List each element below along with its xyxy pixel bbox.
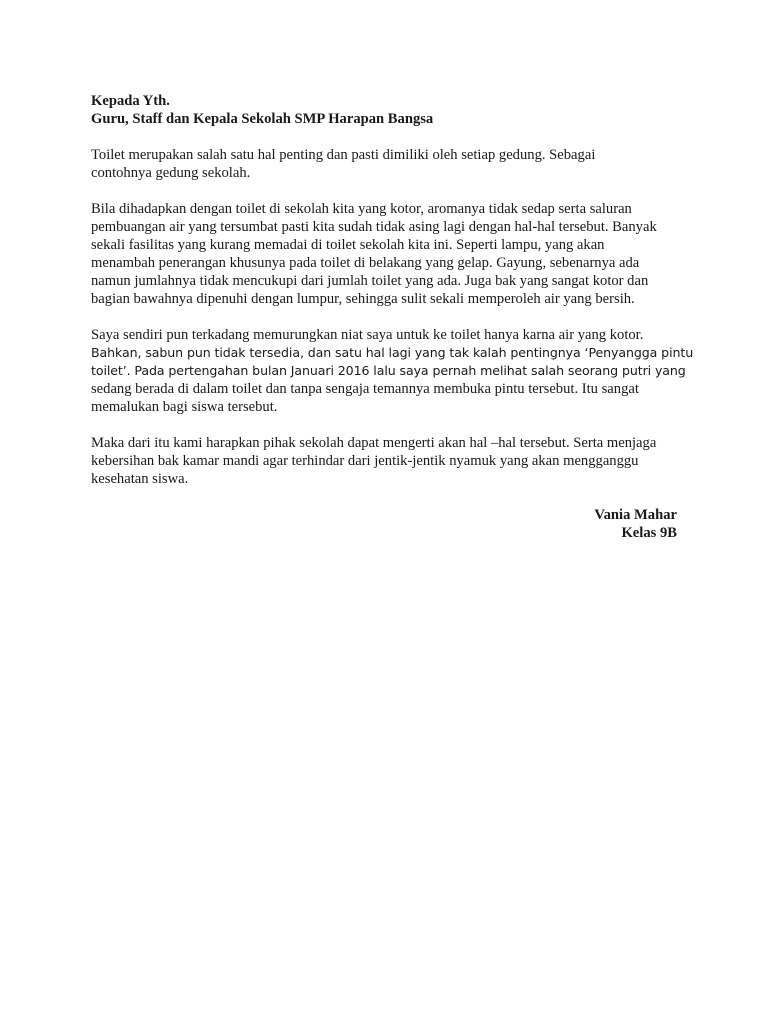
paragraph-line: toilet’. Pada pertengahan bulan Januari 2016 lalu saya pernah melihat salah seorang putri yang: [91, 363, 686, 378]
paragraph-closing: [91, 434, 681, 488]
addressee-salutation: Kepada Yth.: [91, 93, 170, 109]
paragraph-line: Toilet merupakan salah satu hal penting dan pasti dimiliki oleh setiap gedung. Sebagai: [91, 147, 596, 163]
paragraph-line: memalukan bagi siswa tersebut.: [91, 399, 278, 415]
paragraph-line: kesehatan siswa.: [91, 471, 189, 487]
paragraph-line: contohnya gedung sekolah.: [91, 165, 251, 181]
paragraph-conditions: [91, 200, 681, 308]
paragraph-line: namun jumlahnya tidak mencukupi dari jumlah toilet yang ada. Juga bak yang sangat kotor dan: [91, 273, 649, 289]
paragraph-line: sekali fasilitas yang kurang memadai di toilet sekolah kita ini. Seperti lampu, yang akan: [91, 237, 605, 253]
addressee-recipients: Guru, Staff dan Kepala Sekolah SMP Harapan Bangsa: [91, 111, 434, 127]
paragraph-line: Bila dihadapkan dengan toilet di sekolah kita yang kotor, aromanya tidak sedap serta saluran: [91, 201, 632, 217]
letter-page: [91, 92, 694, 542]
signature-name: Vania Mahar: [594, 507, 677, 523]
paragraph-line: Bahkan, sabun pun tidak tersedia, dan satu hal lagi yang tak kalah pentingnya ‘Penyangga pintu: [91, 345, 694, 360]
paragraph-intro: [91, 146, 681, 182]
addressee-block: [91, 92, 681, 128]
paragraph-line: kebersihan bak kamar mandi agar terhindar dari jentik-jentik nyamuk yang akan mengganggu: [91, 453, 639, 469]
paragraph-line: sedang berada di dalam toilet dan tanpa sengaja temannya membuka pintu tersebut. Itu sangat: [91, 381, 639, 397]
signature-block: [91, 506, 681, 542]
paragraph-line: Saya sendiri pun terkadang memurungkan niat saya untuk ke toilet hanya karna air yang kotor.: [91, 327, 644, 343]
paragraph-line: pembuangan air yang tersumbat pasti kita sudah tidak asing lagi dengan hal-hal tersebut. Banyak: [91, 219, 657, 235]
paragraph-line: menambah penerangan khusunya pada toilet di belakang yang gelap. Gayung, sebenarnya ada: [91, 255, 640, 271]
paragraph-line: Maka dari itu kami harapkan pihak sekolah dapat mengerti akan hal –hal tersebut. Serta menjaga: [91, 435, 657, 451]
paragraph-line: bagian bawahnya dipenuhi dengan lumpur, sehingga sulit sekali memperoleh air yang bersih.: [91, 291, 635, 307]
paragraph-experience: [91, 326, 694, 416]
signature-class: Kelas 9B: [621, 525, 677, 541]
